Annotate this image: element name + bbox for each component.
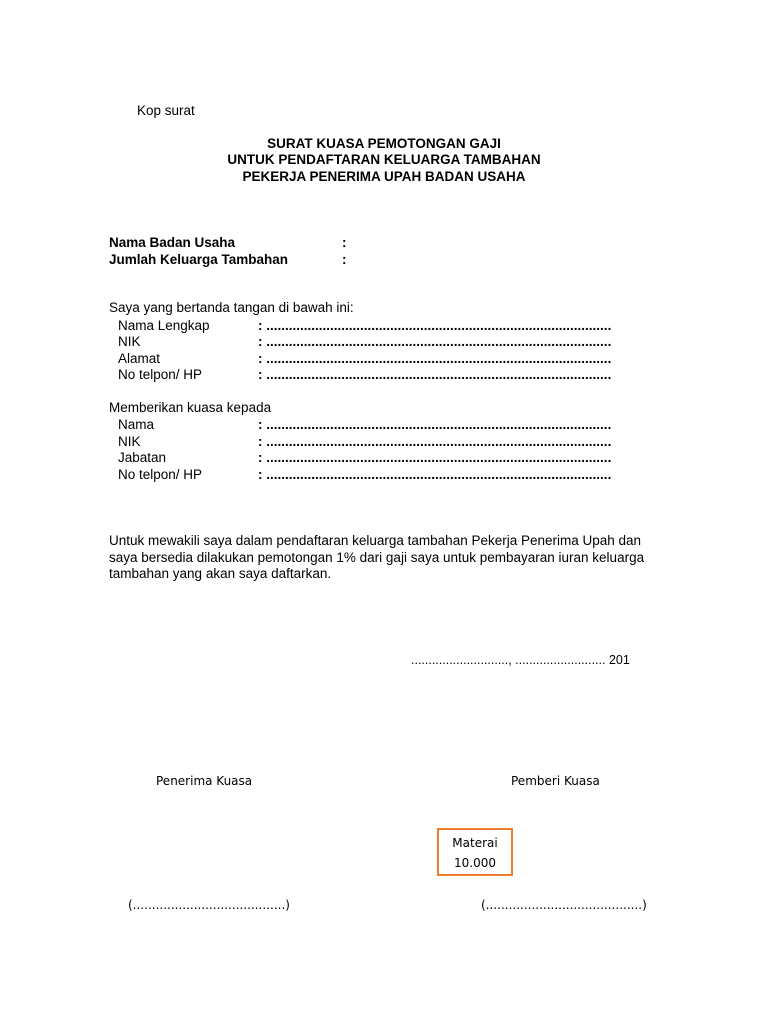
row-label: Jabatan (118, 450, 167, 465)
row-value-blank: : ............................................................................................ (258, 467, 612, 482)
grantee-signature-label: Penerima Kuasa (156, 774, 253, 788)
field-colon: : (342, 235, 347, 250)
field-colon: : (342, 252, 347, 267)
grantor-intro: Saya yang bertanda tangan di bawah ini: (109, 300, 354, 315)
letterhead-placeholder: Kop surat (137, 103, 195, 118)
field-company-name (109, 235, 409, 252)
row-label: No telpon/ HP (118, 367, 203, 382)
row-label: NIK (118, 434, 141, 449)
grantor-signature-line: (.........................................) (481, 898, 647, 912)
document-title-line-3: PEKERJA PENERIMA UPAH BADAN USAHA (242, 169, 526, 184)
stamp-amount: 10.000 (454, 856, 496, 870)
grantee-signature-line: (........................................) (128, 898, 290, 912)
row-value-blank: : ............................................................................................ (258, 334, 612, 349)
grantee-intro: Memberikan kuasa kepada (109, 400, 272, 415)
document-title-line-1: SURAT KUASA PEMOTONGAN GAJI (267, 136, 501, 151)
row-value-blank: : ............................................................................................ (258, 450, 612, 465)
field-additional-family-count (109, 252, 409, 269)
duty-stamp-box (437, 828, 513, 876)
document-title-line-2: UNTUK PENDAFTARAN KELUARGA TAMBAHAN (227, 152, 541, 167)
stamp-label: Materai (452, 836, 498, 850)
row-label: NIK (118, 334, 141, 349)
field-label: Jumlah Keluarga Tambahan (109, 252, 289, 267)
row-label: No telpon/ HP (118, 467, 203, 482)
row-value-blank: : ............................................................................................ (258, 417, 612, 432)
row-value-blank: : ............................................................................................ (258, 434, 612, 449)
row-label: Nama (118, 417, 155, 432)
row-value-blank: : ............................................................................................ (258, 367, 612, 382)
row-label: Nama Lengkap (118, 318, 210, 333)
place-date-line: ............................, .......................... 201 (411, 653, 630, 667)
row-value-blank: : ............................................................................................ (258, 351, 612, 366)
grantor-signature-label: Pemberi Kuasa (511, 774, 600, 788)
row-label: Alamat (118, 351, 161, 366)
row-value-blank: : ............................................................................................ (258, 318, 612, 333)
authorization-paragraph: Untuk mewakili saya dalam pendaftaran keluarga tambahan Pekerja Penerima Upah dan saya bersedia dilakukan pemotongan 1% dari gaji saya untuk pembayaran iuran keluarga tambahan yang akan saya daftarkan. (109, 533, 645, 581)
field-label: Nama Badan Usaha (109, 235, 236, 250)
